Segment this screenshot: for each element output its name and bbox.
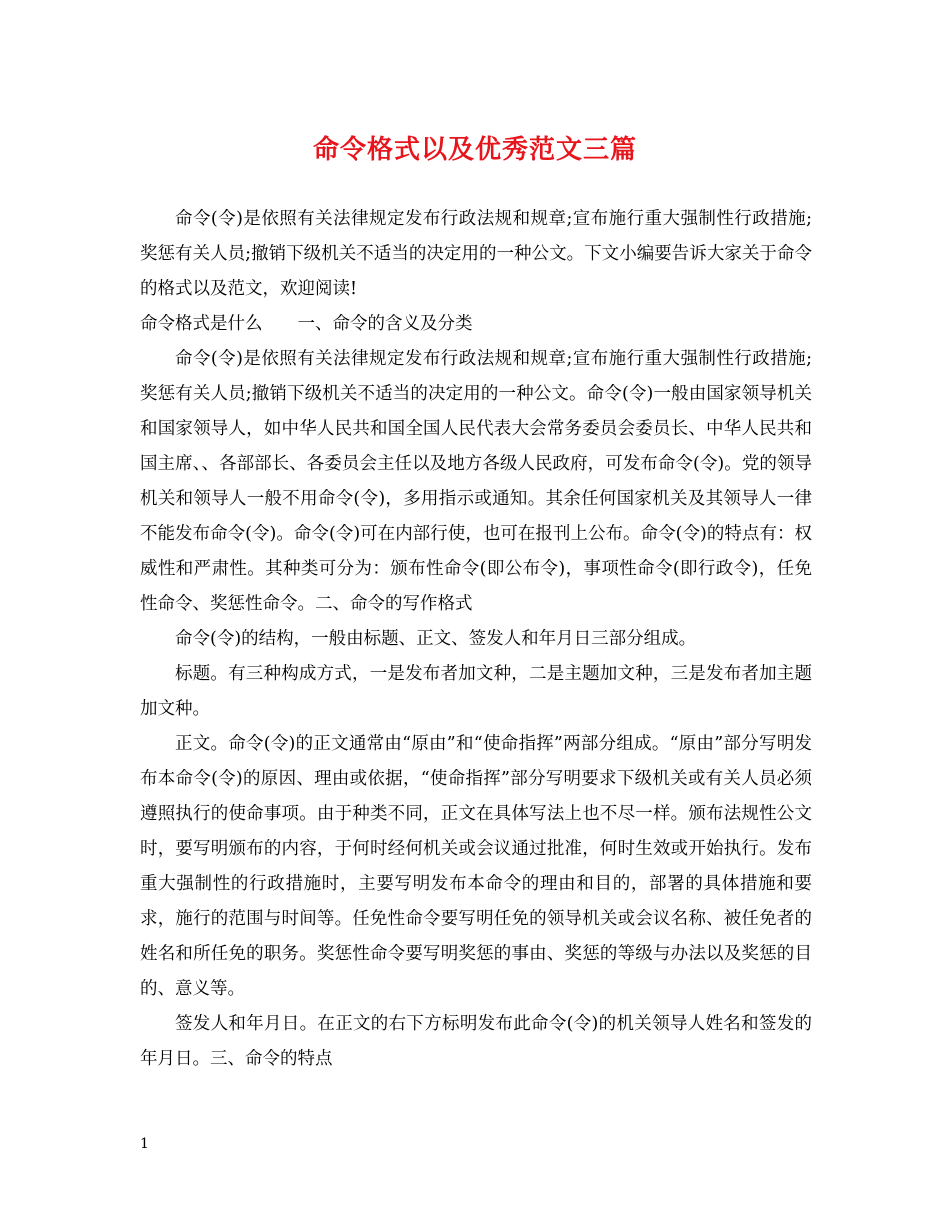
definition-paragraph: 命令(令)是依照有关法律规定发布行政法规和规章;宣布施行重大强制性行政措施;奖惩有关人员;撤销下级机关不适当的决定用的一种公文。命令(令)一般由国家领导机关和国家领导人，如中华人民共和国全国人民代表大会常务委员会委员长、中华人民共和国主席、、各部部长、各委员会主任以及地方各级人民政府，可发布命令(令)。党的领导机关和领导人一般不用命令(令)，多用指示或通知。其余任何国家机关及其领导人一律不能发布命令(令)。命令(令)可在内部行使，也可在报刊上公布。命令(令)的特点有：权威性和严肃性。其种类可分为：颁布性命令(即公布令)，事项性命令(即行政令)，任免性命令、奖惩性命令。二、命令的写作格式 [140, 349, 812, 614]
signature-section-paragraph: 签发人和年月日。在正文的右下方标明发布此命令(令)的机关领导人姓名和签发的年月日。三、命令的特点 [140, 1014, 812, 1069]
title-section-paragraph: 标题。有三种构成方式，一是发布者加文种，二是主题加文种，三是发布者加主题加文种。 [140, 664, 812, 719]
intro-paragraph: 命令(令)是依照有关法律规定发布行政法规和规章;宣布施行重大强制性行政措施;奖惩有关人员;撤销下级机关不适当的决定用的一种公文。下文小编要告诉大家关于命令的格式以及范文，欢迎阅读! [140, 209, 812, 299]
document-title: 命令格式以及优秀范文三篇 [312, 135, 637, 165]
structure-paragraph: 命令(令)的结构，一般由标题、正文、签发人和年月日三部分组成。 [175, 629, 697, 649]
document-body [140, 202, 812, 1077]
body-section-paragraph: 正文。命令(令)的正文通常由“原由”和“使命指挥”两部分组成。“原由”部分写明发布本命令(令)的原因、理由或依据，“使命指挥”部分写明要求下级机关或有关人员必须遵照执行的使命事项。由于种类不同，正文在具体写法上也不尽一样。颁布法规性公文时，要写明颁布的内容，于何时经何机关或会议通过批准，何时生效或开始执行。发布重大强制性的行政措施时，主要写明发布本命令的理由和目的，部署的具体措施和要求，施行的范围与时间等。任免性命令要写明任免的领导机关或会议名称、被任免者的姓名和所任免的职务。奖惩性命令要写明奖惩的事由、奖惩的等级与办法以及奖惩的目的、意义等。 [140, 734, 812, 999]
section-heading-paragraph: 命令格式是什么 一、命令的含义及分类 [140, 314, 473, 334]
page-number: 1 [140, 1136, 149, 1152]
